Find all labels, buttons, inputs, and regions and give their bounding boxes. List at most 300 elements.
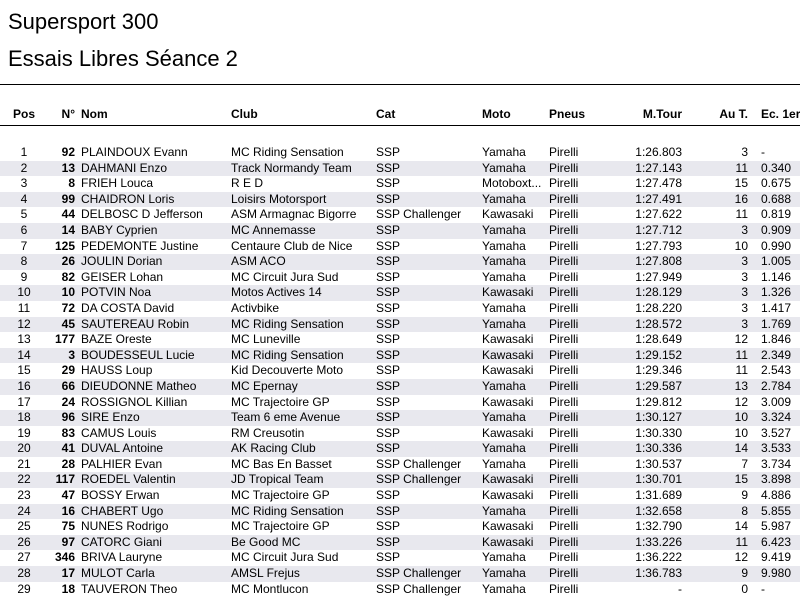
cell-cat: SSP — [376, 300, 401, 315]
cell-ec: 3.898 — [757, 472, 800, 488]
cell-mtour: 1:29.152 — [612, 348, 714, 364]
cell-cat: SSP Challenger — [376, 207, 462, 222]
cell-cat: SSP — [376, 254, 482, 270]
cell-moto: Yamaha — [482, 456, 526, 471]
table-row[interactable] — [0, 488, 800, 504]
cell-pos: 16 — [0, 379, 48, 395]
cell-ec: 6.423 — [757, 535, 800, 551]
cell-aut: 7 — [741, 456, 748, 471]
cell-ec: 4.886 — [761, 488, 792, 503]
cell-aut: 10 — [734, 238, 748, 253]
cell-pneus: Pirelli — [549, 379, 612, 395]
cell-ec: 5.855 — [757, 504, 800, 520]
cell-ec: 3.009 — [761, 394, 792, 409]
cell-pos: 5 — [20, 207, 28, 222]
cell-cat: SSP — [376, 441, 482, 457]
cell-cat: SSP — [376, 269, 401, 284]
table-row[interactable] — [0, 192, 800, 208]
cell-mtour: 1:30.127 — [612, 410, 714, 426]
cell-cat: SSP Challenger — [376, 581, 462, 596]
cell-nom: BRIVA Lauryne — [81, 550, 163, 565]
cell-num: 66 — [48, 379, 81, 395]
cell-club: Team 6 eme Avenue — [231, 410, 376, 426]
cell-pos: 29 — [17, 581, 31, 596]
cell-pneus: Pirelli — [549, 348, 612, 364]
cell-pos: 9 — [20, 269, 28, 284]
cell-nom: BOUDESSEUL Lucie — [81, 348, 231, 364]
cell-cat: SSP — [376, 192, 482, 208]
cell-mtour: 1:28.649 — [635, 332, 682, 347]
cell-nom: HAUSS Loup — [81, 363, 153, 378]
cell-aut: 3 — [714, 317, 757, 333]
cell-aut: 12 — [734, 550, 748, 565]
cell-num: 8 — [68, 176, 75, 191]
cell-cat: SSP — [376, 379, 482, 395]
cell-aut: 0 — [741, 581, 748, 596]
cell-moto: Yamaha — [482, 254, 549, 270]
cell-aut: 16 — [714, 192, 757, 208]
cell-ec: 9.419 — [761, 550, 792, 565]
cell-cat: SSP — [376, 332, 401, 347]
header-moto[interactable]: Moto — [482, 103, 549, 126]
cell-club: MC Riding Sensation — [231, 348, 376, 364]
cell-club: MC Riding Sensation — [231, 504, 376, 520]
table-row[interactable] — [0, 395, 800, 411]
cell-ec: 1.005 — [757, 254, 800, 270]
cell-nom: GEISER Lohan — [81, 269, 164, 284]
cell-mtour: 1:30.336 — [612, 441, 714, 457]
table-row[interactable] — [0, 363, 800, 379]
cell-ec: 0.675 — [761, 176, 792, 191]
cell-nom: DA COSTA David — [81, 300, 175, 315]
cell-num: 83 — [61, 425, 75, 440]
cell-num: 97 — [48, 535, 81, 551]
cell-nom: DUVAL Antoine — [81, 441, 231, 457]
cell-pneus: Pirelli — [549, 300, 579, 315]
cell-moto: Yamaha — [482, 223, 549, 239]
cell-pneus: Pirelli — [549, 456, 579, 471]
cell-nom: ROEDEL Valentin — [81, 472, 231, 488]
session-subtitle: Essais Libres Séance 2 — [8, 46, 238, 71]
cell-nom: BOSSY Erwan — [81, 488, 160, 503]
cell-nom: JOULIN Dorian — [81, 254, 231, 270]
cell-nom: MULOT Carla — [81, 566, 231, 582]
table-row[interactable] — [0, 379, 800, 395]
cell-num: 92 — [61, 145, 75, 159]
cell-moto: Kawasaki — [482, 488, 534, 503]
cell-club: RM Creusotin — [231, 425, 305, 440]
cell-pneus: Pirelli — [549, 488, 579, 503]
table-row[interactable] — [0, 332, 800, 348]
cell-moto: Yamaha — [482, 441, 549, 457]
cell-pneus: Pirelli — [549, 176, 579, 191]
cell-num: 17 — [48, 566, 81, 582]
cell-club: MC Circuit Jura Sud — [231, 550, 339, 565]
cell-pos: 25 — [17, 519, 31, 534]
header-pos[interactable]: Pos — [0, 103, 48, 126]
cell-ec: 3.533 — [757, 441, 800, 457]
cell-club: Centaure Club de Nice — [231, 238, 353, 253]
cell-mtour: 1:26.803 — [635, 145, 682, 159]
cell-cat: SSP — [376, 519, 401, 534]
cell-pos: 1 — [20, 145, 28, 159]
cell-club: MC Trajectoire GP — [231, 519, 330, 534]
cell-club: MC Trajectoire GP — [231, 488, 330, 503]
cell-nom: TAUVERON Theo — [81, 581, 178, 596]
cell-ec: 9.980 — [757, 566, 800, 582]
cell-pos: 3 — [20, 176, 28, 191]
cell-nom: BABY Cyprien — [81, 223, 231, 239]
cell-aut: 9 — [741, 488, 748, 503]
cell-pneus: Pirelli — [549, 535, 612, 551]
cell-cat: SSP — [376, 425, 401, 440]
cell-pos: 11 — [17, 300, 31, 315]
table-row[interactable] — [0, 161, 800, 177]
cell-num: 16 — [48, 504, 81, 520]
cell-pneus: Pirelli — [549, 161, 612, 177]
cell-mtour: 1:27.793 — [635, 238, 682, 253]
cell-pos: 14 — [0, 348, 48, 364]
cell-moto: Yamaha — [482, 300, 526, 315]
header-cat[interactable]: Cat — [376, 103, 482, 126]
cell-aut: 11 — [735, 207, 748, 222]
cell-mtour: 1:30.537 — [635, 456, 682, 471]
cell-mtour: 1:27.478 — [635, 176, 682, 191]
cell-mtour: 1:29.587 — [612, 379, 714, 395]
cell-pneus: Pirelli — [549, 410, 612, 426]
cell-club: MC Epernay — [231, 379, 376, 395]
cell-pneus: Pirelli — [549, 425, 579, 440]
cell-ec: 0.990 — [761, 238, 792, 253]
cell-club: ASM ACO — [231, 254, 376, 270]
table-row[interactable] — [0, 410, 800, 426]
cell-moto: Kawasaki — [482, 207, 534, 222]
cell-cat: SSP — [376, 348, 482, 364]
cell-nom: ROSSIGNOL Killian — [81, 394, 188, 409]
cell-mtour: - — [678, 581, 682, 596]
cell-club: Be Good MC — [231, 535, 376, 551]
cell-moto: Kawasaki — [482, 472, 549, 488]
table-row[interactable] — [0, 566, 800, 582]
cell-pos: 23 — [17, 488, 31, 503]
cell-moto: Kawasaki — [482, 332, 534, 347]
table-row[interactable] — [0, 426, 800, 442]
cell-pos: 21 — [17, 456, 31, 471]
cell-nom: PEDEMONTE Justine — [81, 238, 199, 253]
cell-nom: PLAINDOUX Evann — [81, 145, 188, 159]
cell-cat: SSP — [376, 285, 482, 301]
cell-mtour: 1:27.491 — [612, 192, 714, 208]
cell-club: Motos Actives 14 — [231, 285, 376, 301]
cell-mtour: 1:29.812 — [635, 394, 682, 409]
cell-nom: POTVIN Noa — [81, 285, 231, 301]
cell-nom: BAZE Oreste — [81, 332, 152, 347]
cell-moto: Kawasaki — [482, 363, 534, 378]
cell-moto: Kawasaki — [482, 519, 534, 534]
cell-num: 24 — [61, 394, 75, 409]
cell-mtour: 1:27.622 — [635, 207, 682, 222]
table-row[interactable] — [0, 317, 800, 333]
cell-mtour: 1:33.226 — [612, 535, 714, 551]
cell-mtour: 1:27.712 — [612, 223, 714, 239]
cell-num: 82 — [61, 269, 75, 284]
table-row[interactable] — [0, 441, 800, 457]
cell-club: AMSL Frejus — [231, 566, 376, 582]
cell-pneus: Pirelli — [549, 145, 579, 159]
cell-pneus: Pirelli — [549, 207, 579, 222]
cell-cat: SSP — [376, 317, 482, 333]
cell-pos: 18 — [0, 410, 48, 426]
header-aut[interactable]: Au T. — [714, 103, 757, 126]
cell-pos: 2 — [0, 161, 48, 177]
cell-ec: 5.987 — [761, 519, 792, 534]
table-row[interactable] — [0, 472, 800, 488]
cell-nom: CHAIDRON Loris — [81, 192, 231, 208]
cell-pos: 10 — [0, 285, 48, 301]
table-row[interactable] — [0, 535, 800, 551]
cell-club: MC Montlucon — [231, 581, 309, 596]
cell-ec: 0.340 — [757, 161, 800, 177]
cell-aut: 3 — [714, 223, 757, 239]
cell-pos: 27 — [17, 550, 31, 565]
cell-club: ASM Armagnac Bigorre — [231, 207, 357, 222]
cell-pneus: Pirelli — [549, 269, 579, 284]
cell-pneus: Pirelli — [549, 472, 612, 488]
cell-num: 29 — [61, 363, 75, 378]
cell-num: 177 — [54, 332, 75, 347]
header-ec[interactable]: Ec. 1er — [757, 103, 800, 126]
table-row[interactable] — [0, 550, 800, 566]
cell-pos: 8 — [0, 254, 48, 270]
table-row[interactable] — [0, 504, 800, 520]
cell-club: MC Riding Sensation — [231, 145, 344, 159]
cell-pneus: Pirelli — [549, 581, 579, 596]
cell-mtour: 1:28.129 — [612, 285, 714, 301]
cell-pneus: Pirelli — [549, 519, 579, 534]
header-club[interactable]: Club — [231, 103, 376, 126]
cell-moto: Yamaha — [482, 566, 549, 582]
table-row[interactable] — [0, 348, 800, 364]
cell-ec: 2.784 — [757, 379, 800, 395]
cell-cat: SSP — [376, 394, 401, 409]
cell-moto: Yamaha — [482, 192, 549, 208]
cell-ec: 1.146 — [761, 269, 792, 284]
cell-club: JD Tropical Team — [231, 472, 376, 488]
table-row[interactable] — [0, 457, 800, 473]
cell-aut: 12 — [734, 332, 748, 347]
cell-moto: Yamaha — [482, 238, 526, 253]
cell-moto: Yamaha — [482, 145, 526, 159]
cell-pos: 4 — [0, 192, 48, 208]
header-nom[interactable]: Nom — [81, 103, 231, 126]
cell-nom: DAHMANI Enzo — [81, 161, 231, 177]
cell-mtour: 1:36.222 — [635, 550, 682, 565]
cell-aut: 11 — [714, 161, 757, 177]
cell-num: 44 — [61, 207, 75, 222]
cell-cat: SSP Challenger — [376, 456, 462, 471]
cell-mtour: 1:30.701 — [612, 472, 714, 488]
cell-cat: SSP — [376, 535, 482, 551]
cell-num: 346 — [54, 550, 75, 565]
table-row[interactable] — [0, 239, 800, 255]
cell-aut: 11 — [714, 535, 757, 551]
cell-pneus: Pirelli — [549, 363, 579, 378]
cell-aut: 15 — [734, 176, 748, 191]
cell-club: MC Riding Sensation — [231, 317, 376, 333]
cell-cat: SSP — [376, 550, 401, 565]
cell-pneus: Pirelli — [549, 223, 612, 239]
cell-aut: 10 — [734, 425, 748, 440]
cell-aut: 3 — [714, 285, 757, 301]
cell-cat: SSP — [376, 504, 482, 520]
cell-moto: Yamaha — [482, 504, 549, 520]
cell-moto: Yamaha — [482, 379, 549, 395]
table-row[interactable] — [0, 223, 800, 239]
cell-pos: 28 — [0, 566, 48, 582]
cell-pneus: Pirelli — [549, 441, 612, 457]
cell-club: MC Annemasse — [231, 223, 376, 239]
cell-pos: 20 — [0, 441, 48, 457]
cell-ec: 1.769 — [757, 317, 800, 333]
cell-pos: 17 — [17, 394, 31, 409]
cell-pneus: Pirelli — [549, 285, 612, 301]
cell-aut: 9 — [714, 566, 757, 582]
cell-nom: CATORC Giani — [81, 535, 231, 551]
title-divider — [0, 84, 800, 85]
cell-mtour: 1:27.143 — [612, 161, 714, 177]
cell-ec: 0.688 — [757, 192, 800, 208]
cell-club: Loisirs Motorsport — [231, 192, 376, 208]
table-row[interactable] — [0, 207, 800, 223]
cell-aut: 3 — [714, 254, 757, 270]
cell-num: 26 — [48, 254, 81, 270]
cell-pos: 13 — [17, 332, 31, 347]
table-row[interactable] — [0, 254, 800, 270]
cell-num: 96 — [48, 410, 81, 426]
spacer-row — [0, 126, 800, 146]
cell-club: MC Bas En Basset — [231, 456, 332, 471]
cell-nom: CAMUS Louis — [81, 425, 157, 440]
cell-cat: SSP — [376, 238, 401, 253]
cell-cat: SSP — [376, 145, 401, 159]
cell-club: MC Trajectoire GP — [231, 394, 330, 409]
cell-ec: 0.909 — [757, 223, 800, 239]
table-row[interactable] — [0, 145, 800, 161]
cell-pneus: Pirelli — [549, 238, 579, 253]
cell-nom: CHABERT Ugo — [81, 504, 231, 520]
cell-nom: SAUTEREAU Robin — [81, 317, 231, 333]
cell-pos: 15 — [17, 363, 31, 378]
cell-aut: 11 — [735, 363, 748, 378]
cell-aut: 14 — [714, 441, 757, 457]
cell-nom: DIEUDONNE Matheo — [81, 379, 231, 395]
cell-pneus: Pirelli — [549, 550, 579, 565]
cell-club: MC Circuit Jura Sud — [231, 269, 339, 284]
cell-aut: 13 — [714, 379, 757, 395]
cell-ec: - — [761, 145, 765, 159]
cell-ec: 3.734 — [761, 456, 792, 471]
cell-mtour: 1:36.783 — [612, 566, 714, 582]
cell-moto: Kawasaki — [482, 285, 549, 301]
cell-aut: 14 — [734, 519, 748, 534]
cell-num: 14 — [48, 223, 81, 239]
page-title: Supersport 300 — [8, 9, 159, 34]
header-num[interactable]: N° — [48, 103, 81, 126]
cell-aut: 10 — [714, 410, 757, 426]
cell-cat: SSP — [376, 161, 482, 177]
cell-moto: Yamaha — [482, 581, 526, 596]
cell-ec: 1.846 — [761, 332, 792, 347]
cell-cat: SSP — [376, 488, 401, 503]
table-row[interactable] — [0, 582, 800, 598]
cell-moto: Kawasaki — [482, 394, 534, 409]
cell-nom: NUNES Rodrigo — [81, 519, 169, 534]
cell-moto: Kawasaki — [482, 425, 534, 440]
cell-pos: 6 — [0, 223, 48, 239]
cell-mtour: 1:32.790 — [635, 519, 682, 534]
cell-pneus: Pirelli — [549, 566, 612, 582]
cell-pos: 19 — [17, 425, 31, 440]
header-row — [0, 103, 800, 126]
cell-aut: 11 — [714, 348, 757, 364]
cell-cat: SSP Challenger — [376, 566, 482, 582]
cell-moto: Yamaha — [482, 410, 549, 426]
cell-mtour: 1:30.330 — [635, 425, 682, 440]
cell-mtour: 1:27.949 — [635, 269, 682, 284]
cell-num: 18 — [61, 581, 75, 596]
table-row[interactable] — [0, 176, 800, 192]
cell-num: 125 — [54, 238, 75, 253]
cell-club: Kid Decouverte Moto — [231, 363, 344, 378]
cell-mtour: 1:31.689 — [635, 488, 682, 503]
cell-aut: 12 — [734, 394, 748, 409]
cell-moto: Yamaha — [482, 161, 549, 177]
cell-club: Track Normandy Team — [231, 161, 376, 177]
cell-nom: DELBOSC D Jefferson — [81, 207, 203, 222]
header-pneus[interactable]: Pneus — [549, 103, 612, 126]
cell-num: 3 — [48, 348, 81, 364]
results-table — [0, 103, 800, 597]
cell-moto: Motoboxt... — [482, 176, 542, 191]
cell-num: 13 — [48, 161, 81, 177]
cell-aut: 3 — [741, 269, 748, 284]
cell-ec: 0.819 — [761, 207, 792, 222]
cell-pneus: Pirelli — [549, 317, 612, 333]
cell-num: 47 — [61, 488, 75, 503]
cell-pos: 12 — [0, 317, 48, 333]
table-row[interactable] — [0, 301, 800, 317]
cell-pneus: Pirelli — [549, 394, 579, 409]
cell-moto: Kawasaki — [482, 348, 549, 364]
cell-aut: 8 — [714, 504, 757, 520]
cell-ec: 1.417 — [761, 300, 792, 315]
cell-pos: 26 — [0, 535, 48, 551]
cell-club: MC Luneville — [231, 332, 301, 347]
table-row[interactable] — [0, 519, 800, 535]
cell-cat: SSP Challenger — [376, 472, 482, 488]
cell-pos: 22 — [0, 472, 48, 488]
cell-ec: 3.324 — [757, 410, 800, 426]
cell-num: 75 — [61, 519, 75, 534]
header-mtour[interactable]: M.Tour — [612, 103, 714, 126]
cell-aut: 15 — [714, 472, 757, 488]
cell-pos: 7 — [20, 238, 28, 253]
cell-num: 99 — [48, 192, 81, 208]
table-row[interactable] — [0, 285, 800, 301]
table-row[interactable] — [0, 270, 800, 286]
cell-ec: 1.326 — [757, 285, 800, 301]
cell-ec: - — [761, 581, 765, 596]
